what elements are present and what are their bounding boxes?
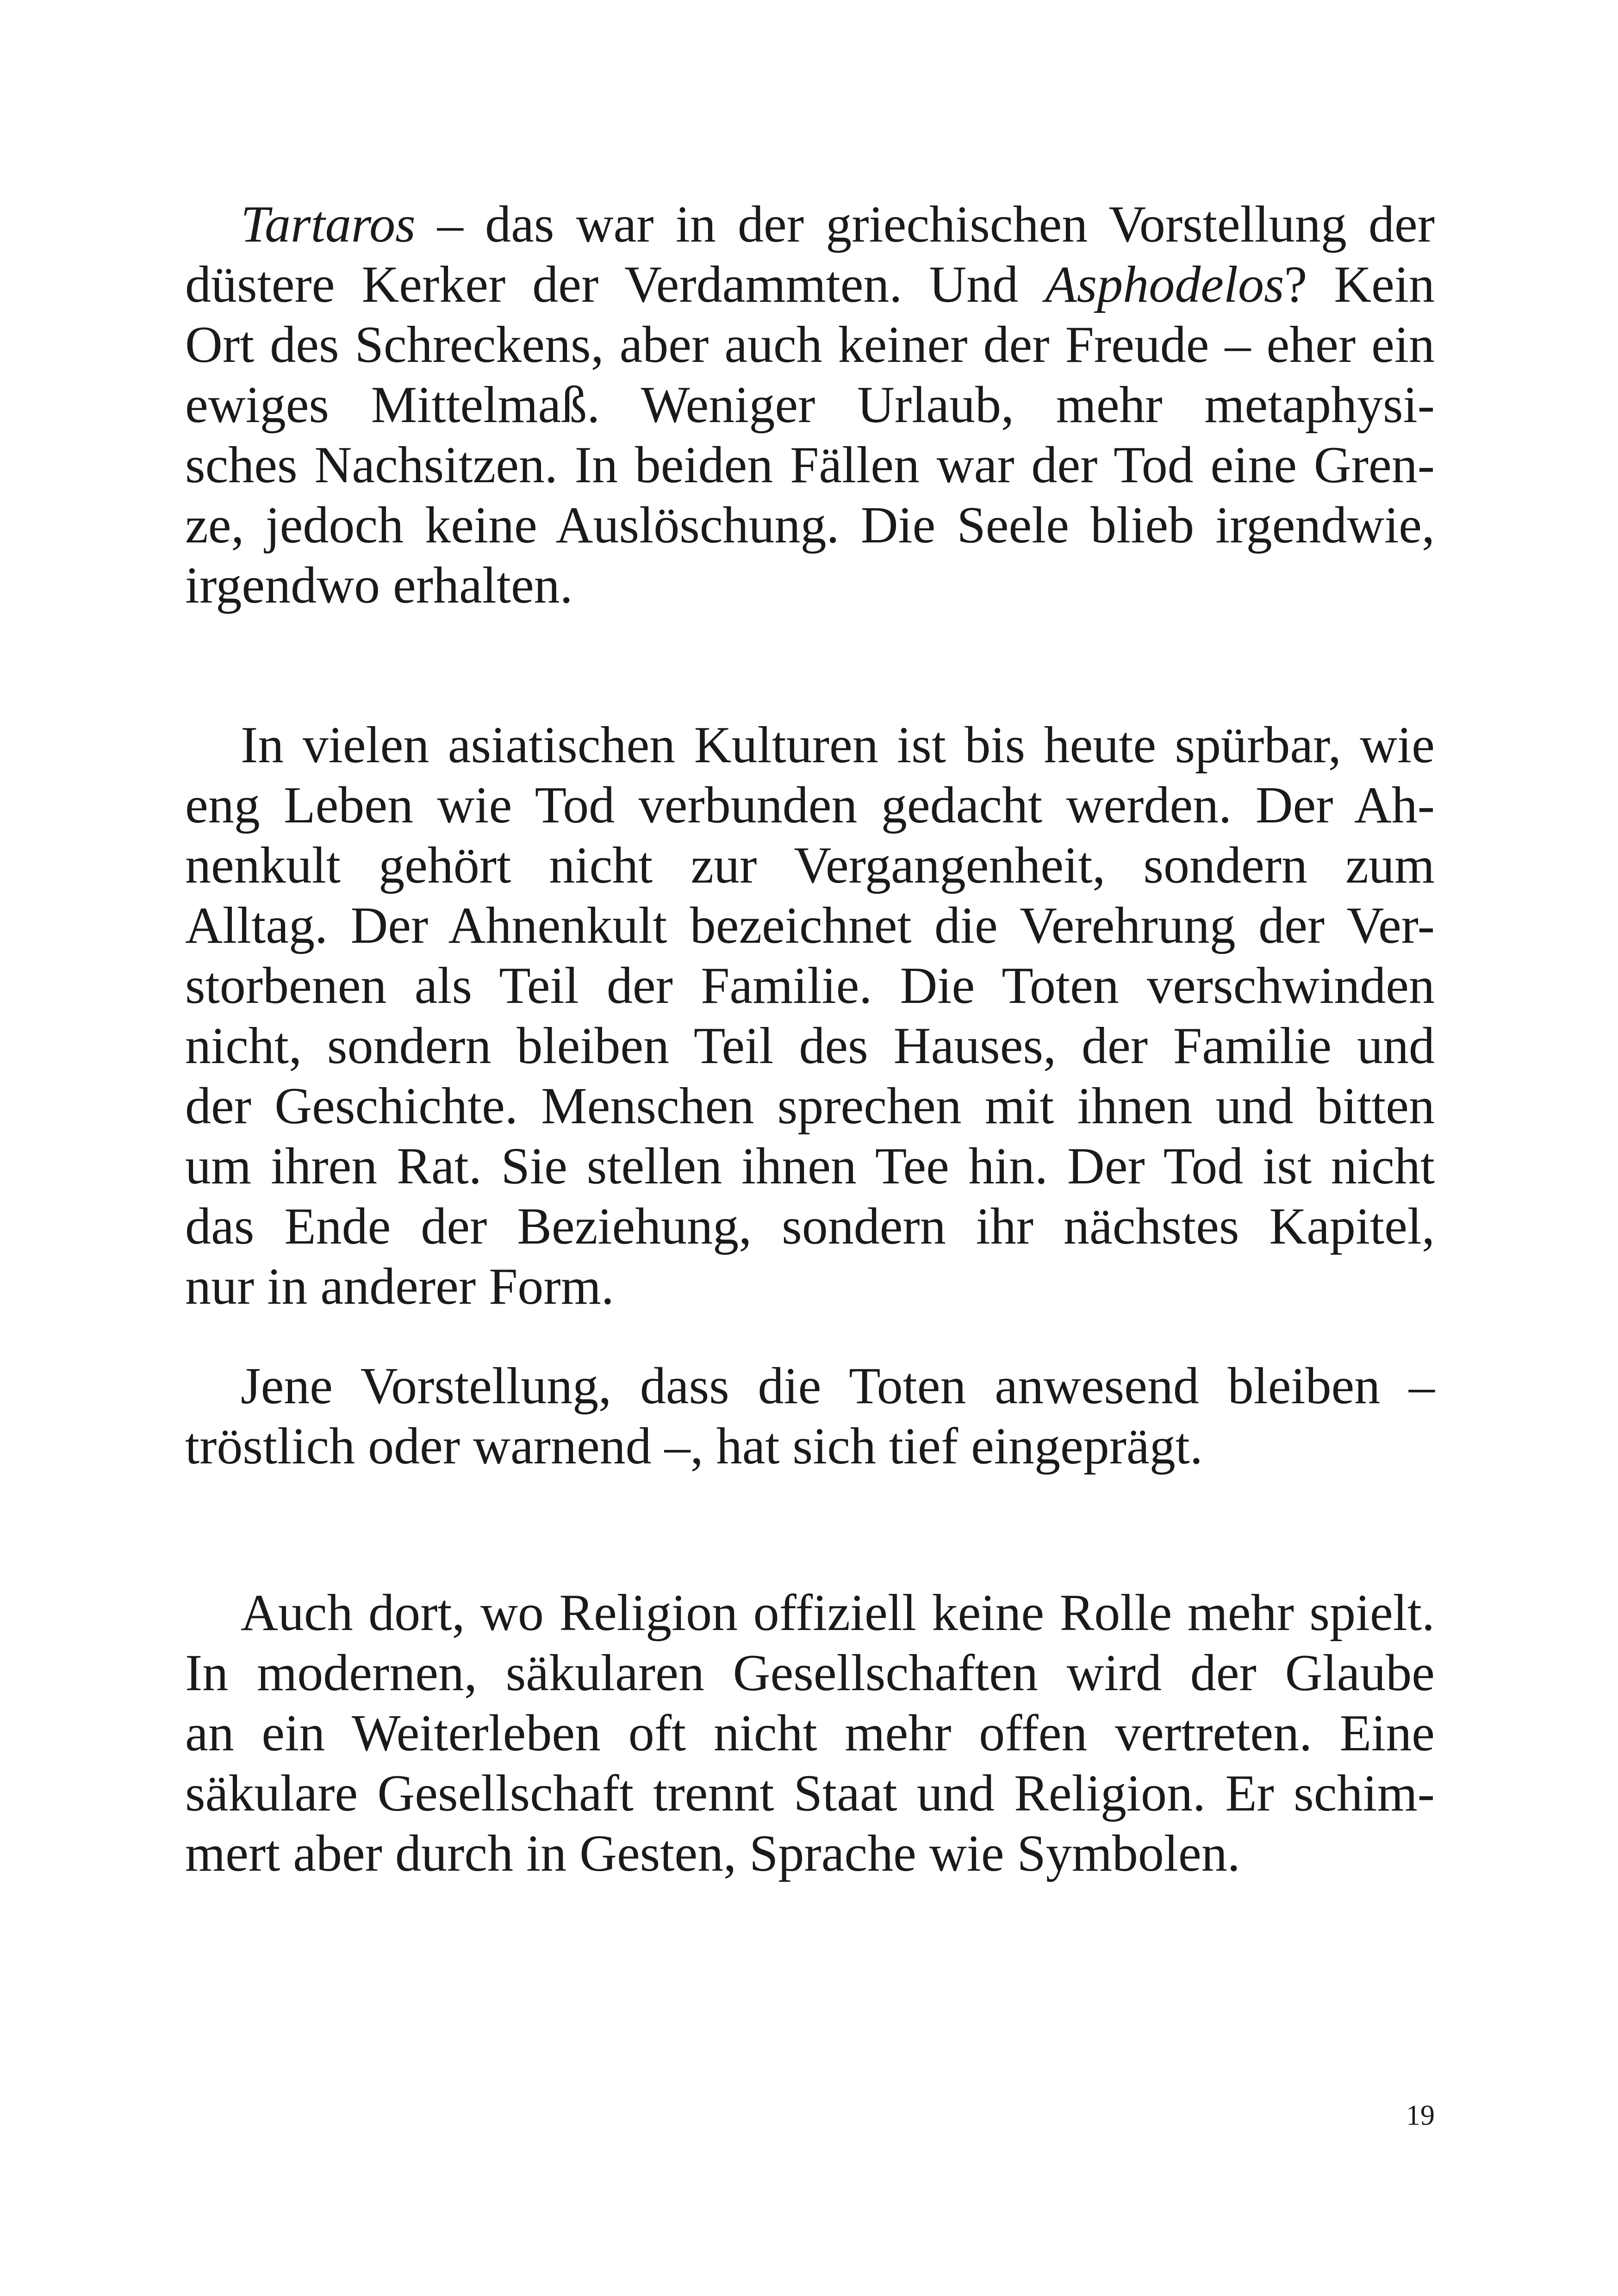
text-run: storbenen als Teil der Familie. Die Toten verschwinden [185, 957, 1435, 1014]
text-line [185, 956, 1435, 1016]
text-line [185, 1196, 1435, 1257]
paragraph-presence-of-dead [185, 1356, 1435, 1476]
text-run: an ein Weiterleben oft nicht mehr offen vertreten. Eine [185, 1705, 1435, 1762]
text-run: nur in anderer Form. [185, 1258, 614, 1315]
paragraph-tartaros [185, 194, 1435, 616]
text-run: Jene Vorstellung, dass die Toten anwesend bleiben – [241, 1357, 1435, 1415]
text-line [185, 1763, 1435, 1823]
text-run: – das war in der griechischen Vorstellung der [415, 196, 1435, 253]
text-line [185, 1076, 1435, 1136]
text-run: mert aber durch in Gesten, Sprache wie Symbolen. [185, 1825, 1240, 1882]
text-run: nenkult gehört nicht zur Vergangenheit, sondern zum [185, 837, 1435, 894]
text-line [185, 775, 1435, 835]
text-line [185, 835, 1435, 896]
text-run: irgendwo erhalten. [185, 557, 573, 614]
text-run: ? Kein [1284, 256, 1435, 313]
text-line [185, 1416, 1435, 1476]
text-run: das Ende der Beziehung, sondern ihr nächstes Kapitel, [185, 1198, 1435, 1255]
text-run: In vielen asiatischen Kulturen ist bis heute spürbar, wie [241, 716, 1435, 774]
text-line [185, 1136, 1435, 1196]
text-line [185, 194, 1435, 255]
text-run: Alltag. Der Ahnenkult bezeichnet die Verehrung der Ver- [185, 897, 1435, 954]
paragraph-asian-cultures [185, 715, 1435, 1317]
text-run: säkulare Gesellschaft trennt Staat und Religion. Er schim- [185, 1765, 1435, 1822]
text-run: um ihren Rat. Sie stellen ihnen Tee hin. Der Tod ist nicht [185, 1138, 1435, 1195]
text-run: ze, jedoch keine Auslöschung. Die Seele blieb irgendwie, [185, 497, 1435, 554]
text-run: tröstlich oder warnend –, hat sich tief eingeprägt. [185, 1418, 1203, 1475]
text-line [185, 896, 1435, 956]
text-run: sches Nachsitzen. In beiden Fällen war der Tod eine Gren- [185, 436, 1435, 494]
text-line [185, 1356, 1435, 1416]
text-run: ewiges Mittelmaß. Weniger Urlaub, mehr metaphysi- [185, 376, 1435, 434]
text-run: eng Leben wie Tod verbunden gedacht werden. Der Ah- [185, 777, 1435, 834]
text-line [185, 555, 1435, 616]
text-line [185, 1703, 1435, 1763]
text-line [185, 715, 1435, 775]
text-run: der Geschichte. Menschen sprechen mit ihnen und bitten [185, 1077, 1435, 1135]
text-line [185, 1583, 1435, 1643]
text-run: Auch dort, wo Religion offiziell keine Rolle mehr spielt. [241, 1584, 1435, 1642]
text-line [185, 375, 1435, 435]
italic-term: Asphodelos [1045, 256, 1284, 313]
text-line [185, 1016, 1435, 1076]
text-line [185, 1257, 1435, 1317]
italic-term: Tartaros [241, 196, 416, 253]
text-line [185, 1823, 1435, 1884]
text-line [185, 315, 1435, 375]
text-line [185, 255, 1435, 315]
text-line [185, 435, 1435, 495]
paragraph-secular-societies [185, 1583, 1435, 1884]
text-run: nicht, sondern bleiben Teil des Hauses, der Familie und [185, 1017, 1435, 1075]
text-line [185, 1643, 1435, 1703]
text-run: düstere Kerker der Verdammten. Und [185, 256, 1045, 313]
text-run: In modernen, säkularen Gesellschaften wird der Glaube [185, 1644, 1435, 1702]
text-line [185, 495, 1435, 555]
page-number: 19 [1406, 2100, 1435, 2131]
text-run: Ort des Schreckens, aber auch keiner der Freude – eher ein [185, 316, 1435, 373]
